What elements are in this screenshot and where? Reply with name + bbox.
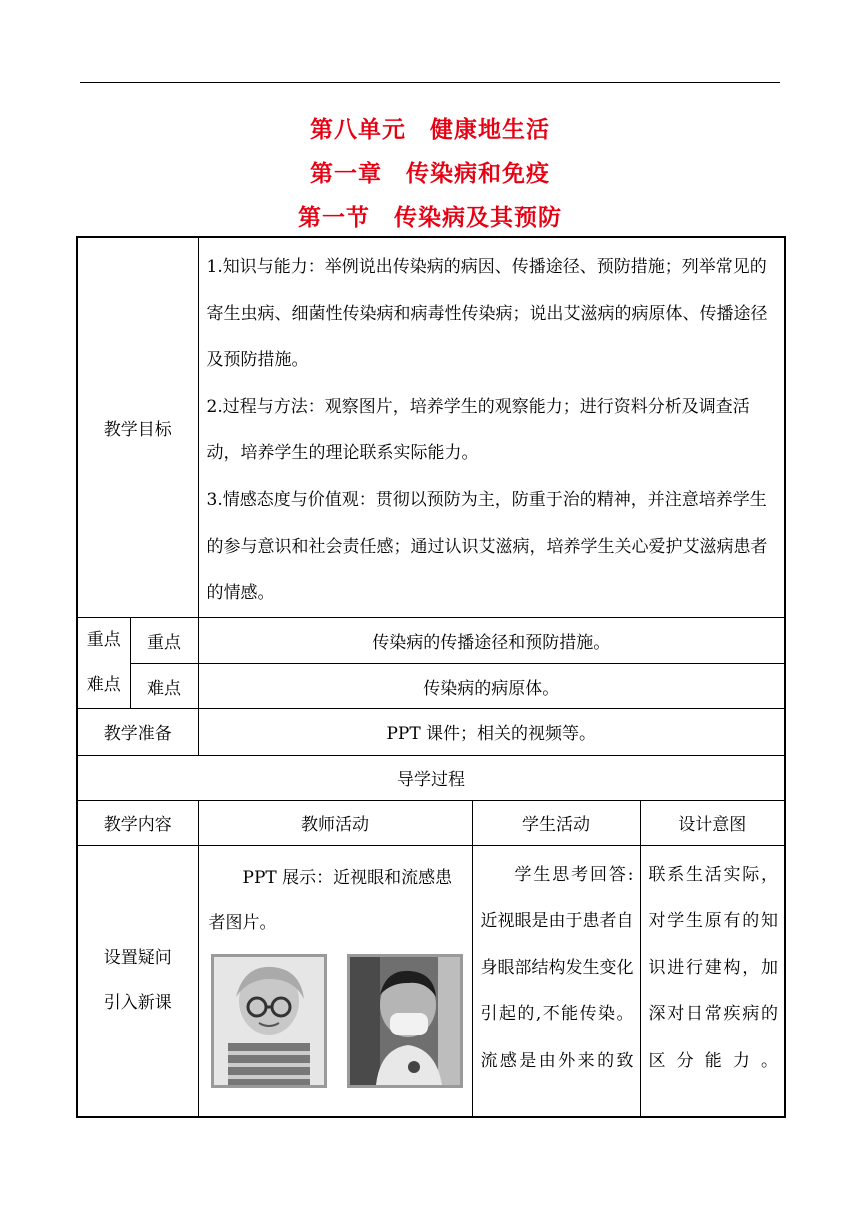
prep-value: PPT 课件；相关的视频等。 bbox=[198, 708, 785, 755]
chapter-title: 第一章 传染病和免疫 bbox=[310, 161, 550, 187]
process-title: 导学过程 bbox=[77, 755, 785, 800]
col-teacher-header: 教师活动 bbox=[198, 800, 472, 845]
difficult-sub-label: 难点 bbox=[130, 664, 198, 709]
intro-intent-cell bbox=[640, 845, 785, 1117]
key-point-row bbox=[77, 617, 785, 664]
goal-knowledge: 1.知识与能力：举例说出传染病的病因、传播途径、预防措施；列举常见的寄生虫病、细菌性传染病和病毒性传染病；说出艾滋病的病原体、传播途径及预防措施。 bbox=[206, 257, 768, 371]
flu-patient-photo bbox=[347, 954, 463, 1088]
prep-row bbox=[77, 708, 785, 755]
goal-process: 2.过程与方法：观察图片，培养学生的观察能力；进行资料分析及调查活动，培养学生的理论联系实际能力。 bbox=[206, 396, 750, 464]
col-content-header: 教学内容 bbox=[77, 800, 198, 845]
key-point-value: 传染病的传播途径和预防措施。 bbox=[198, 617, 785, 664]
key-difficult-label bbox=[77, 617, 130, 708]
process-title-row bbox=[77, 755, 785, 800]
goals-label: 教学目标 bbox=[77, 237, 198, 617]
key-label: 重点 bbox=[86, 629, 121, 650]
intro-row bbox=[77, 845, 785, 1117]
goal-attitude: 3.情感态度与价值观：贯彻以预防为主，防重于治的精神，并注意培养学生的参与意识和社会责任感；通过认识艾滋病，培养学生关心爱护艾滋病患者的情感。 bbox=[206, 489, 768, 604]
column-header-row bbox=[77, 800, 785, 845]
goals-cell bbox=[198, 237, 785, 617]
intro-student-cell bbox=[472, 845, 640, 1117]
intro-content-line2: 引入新课 bbox=[103, 993, 172, 1013]
section-title: 第一节 传染病及其预防 bbox=[298, 205, 562, 231]
col-intent-header: 设计意图 bbox=[640, 800, 785, 845]
intro-content-cell bbox=[77, 845, 198, 1117]
intro-teacher-cell bbox=[198, 845, 472, 1117]
difficult-point-value: 传染病的病原体。 bbox=[198, 664, 785, 709]
photo-group bbox=[199, 946, 472, 1088]
col-student-header: 学生活动 bbox=[472, 800, 640, 845]
intro-content-line1: 设置疑问 bbox=[103, 948, 172, 968]
intro-student-text: 学生思考回答:近视眼是由于患者自身眼部结构发生变化引起的,不能传染。流感是由外来的致 bbox=[480, 864, 634, 1071]
intro-teacher-text: PPT 展示：近视眼和流感患者图片。 bbox=[208, 867, 453, 933]
difficult-point-row bbox=[77, 664, 785, 709]
prep-label: 教学准备 bbox=[77, 708, 198, 755]
lesson-plan-table bbox=[76, 236, 784, 1118]
key-sub-label: 重点 bbox=[130, 617, 198, 664]
difficult-label: 难点 bbox=[86, 674, 121, 695]
goals-row bbox=[77, 237, 785, 617]
unit-title: 第八单元 健康地生活 bbox=[310, 117, 550, 143]
myopia-child-photo bbox=[211, 954, 327, 1088]
intro-intent-text: 联系生活实际，对学生原有的知识进行建构，加深对日常疾病的区分能力。 bbox=[648, 864, 778, 1071]
header-rule bbox=[80, 82, 780, 83]
